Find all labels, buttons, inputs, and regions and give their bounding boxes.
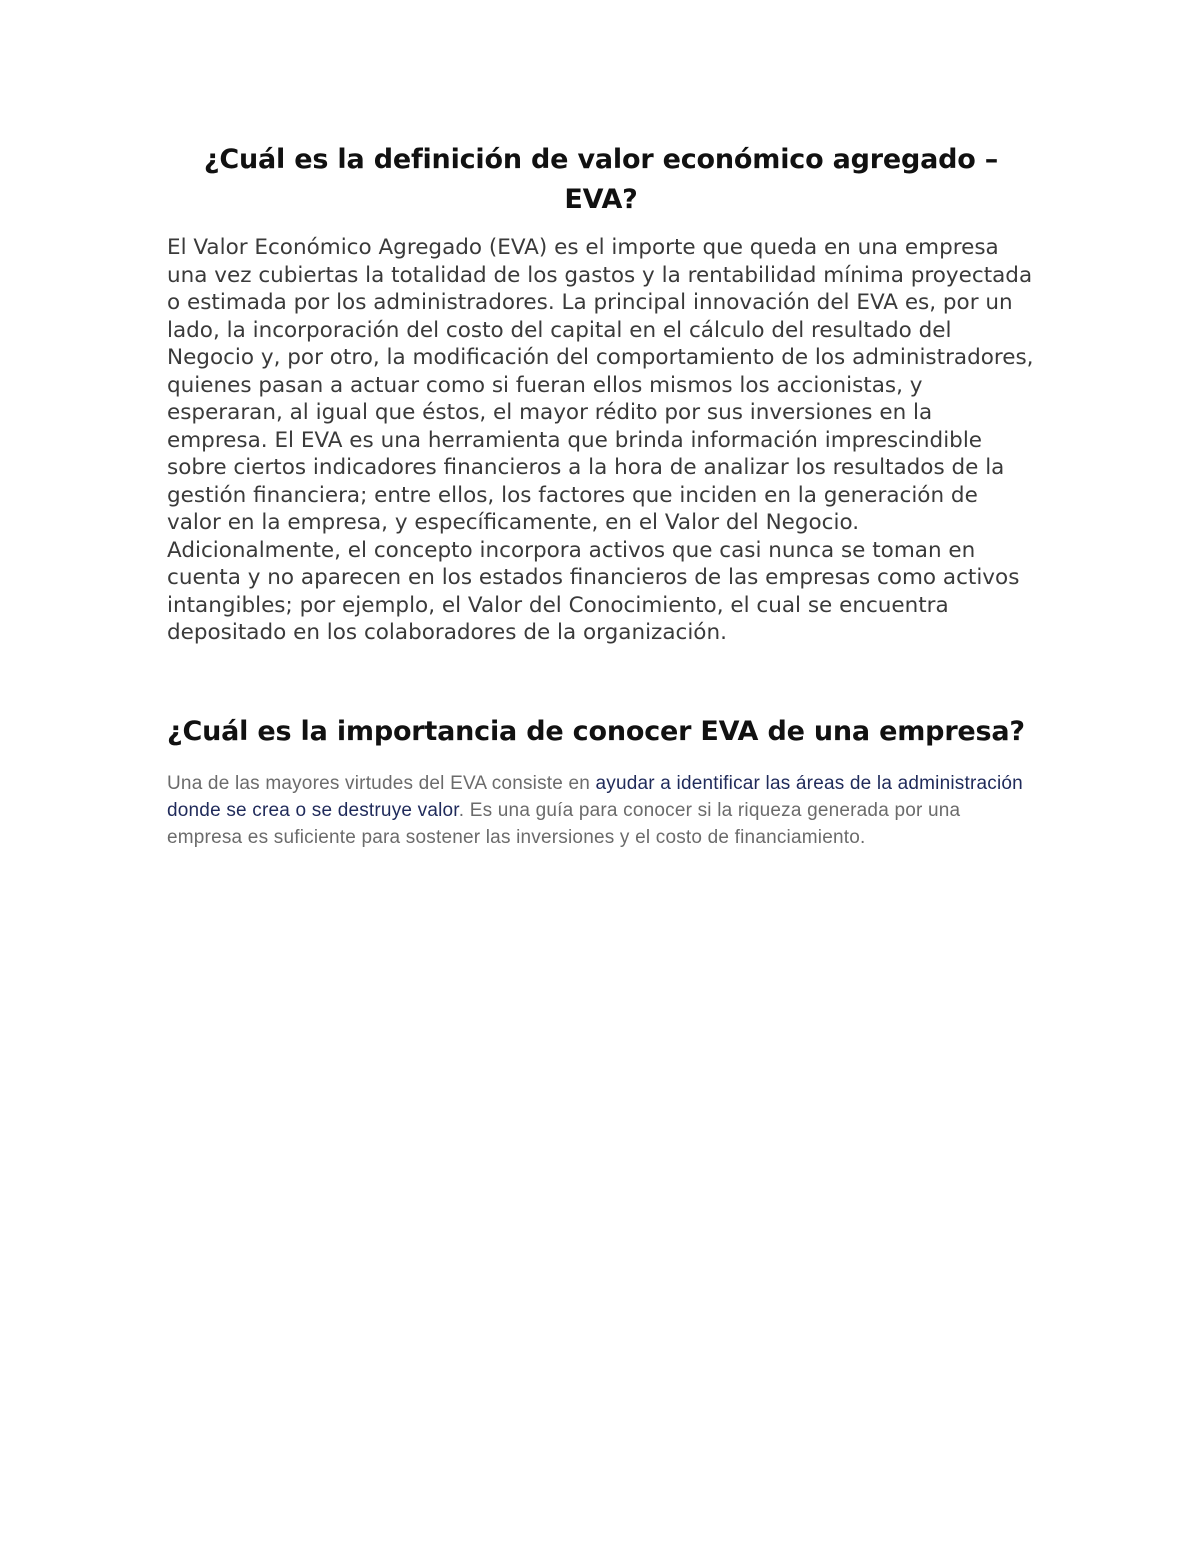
section-2-paragraph [167, 770, 1035, 851]
section-2-heading: ¿Cuál es la importancia de conocer EVA de una empresa? [167, 715, 1025, 747]
section-1-paragraph: El Valor Económico Agregado (EVA) es el importe que queda en una empresa una vez cubiertas la totalidad de los gastos y la rentabilidad mínima proyectada o estimada por los administradores. La principal innovación del EVA es, por un lado, la incorporación del costo del capital en el cálculo del resultado del Negocio y, por otro, la modificación del comportamiento de los administradores, quienes pasan a actuar como si fueran ellos mismos los accionistas, y esperaran, al igual que éstos, el mayor rédito por sus inversiones en la empresa. El EVA es una herramienta que brinda información imprescindible sobre ciertos indicadores financieros a la hora de analizar los resultados de la gestión financiera; entre ellos, los factores que inciden en la generación de valor en la empresa, y específicamente, en el Valor del Negocio. Adicionalmente, el concepto incorpora activos que casi nunca se toman en cuenta y no aparecen en los estados financieros de las empresas como activos intangibles; por ejemplo, el Valor del Conocimiento, el cual se encuentra depositado en los colaboradores de la organización. [167, 235, 1034, 645]
document-content [167, 140, 1035, 851]
section-1-heading: ¿Cuál es la definición de valor económico agregado – EVA? [203, 144, 999, 215]
section-2-link[interactable]: ayudar a identificar las áreas de la administración donde se crea o se destruye valor [167, 772, 1023, 821]
section-2-text-after-link: . Es una guía para conocer si la riqueza generada por una empresa es suficiente para sostener las inversiones y el costo de financiamiento. [167, 799, 961, 848]
section-2-text-before-link: Una de las mayores virtudes del EVA consiste en [167, 772, 596, 794]
